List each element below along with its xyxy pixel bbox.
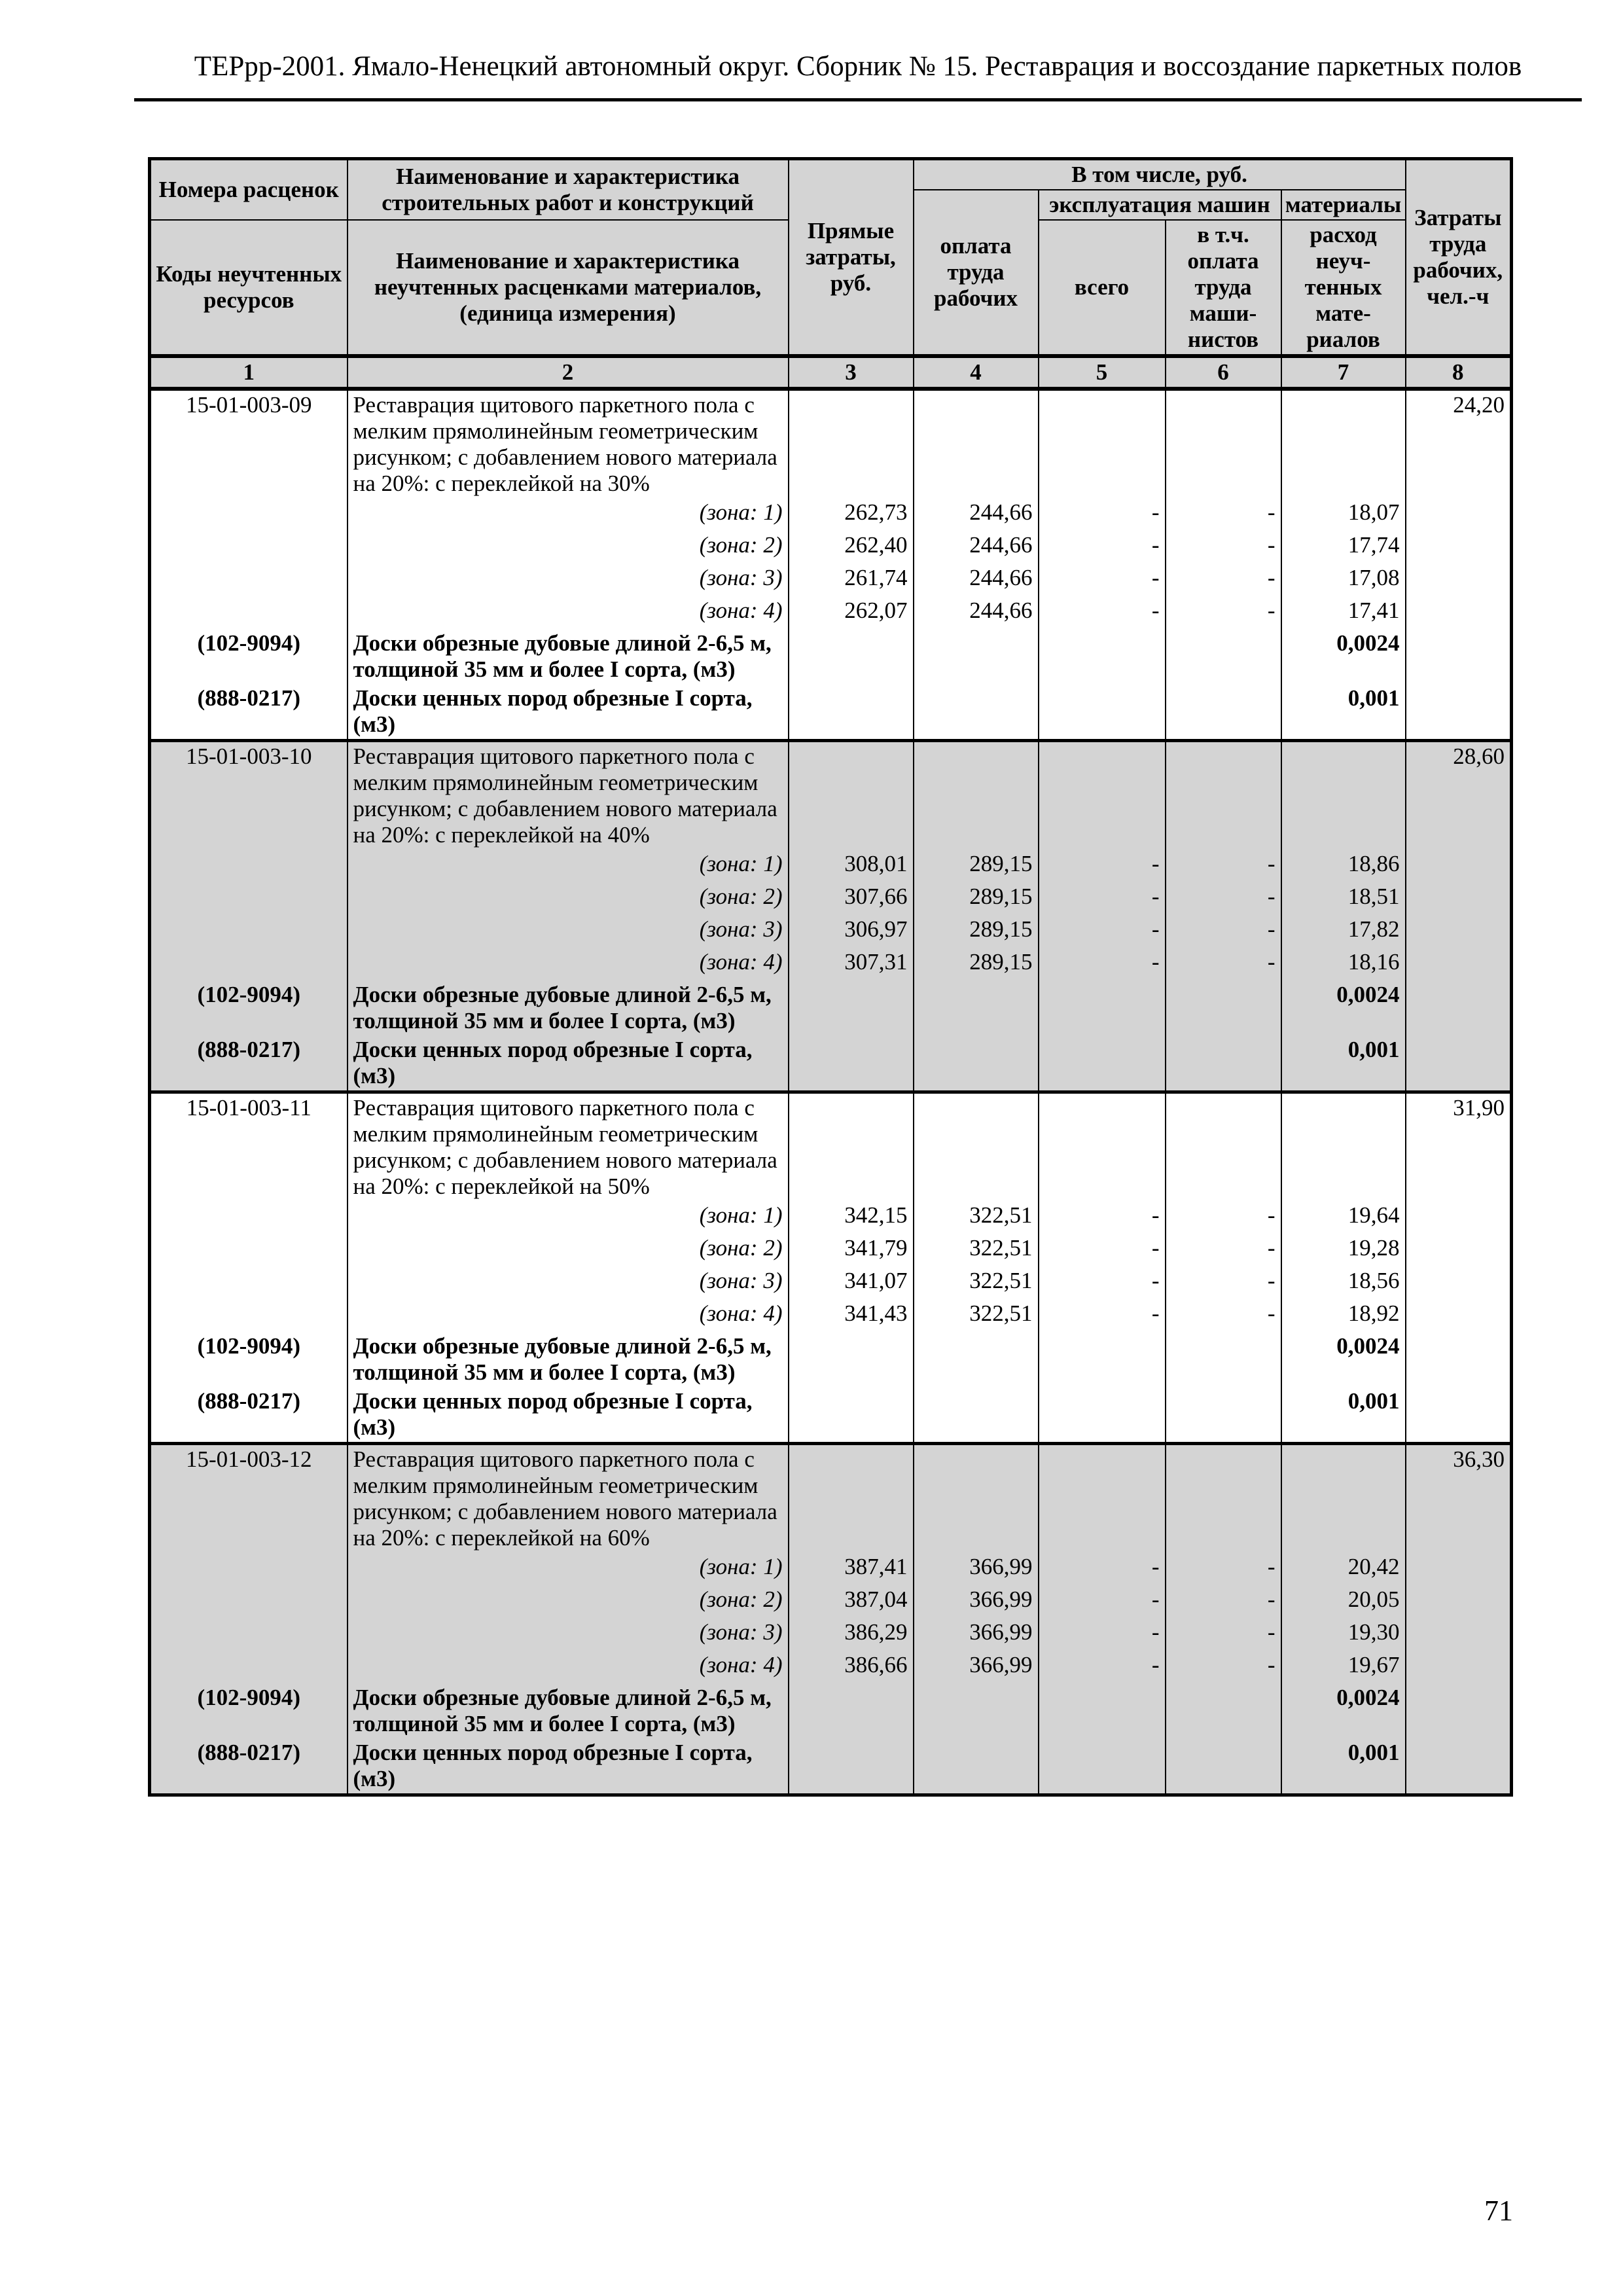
material-code: (888-0217) <box>150 1387 348 1444</box>
empty-cell <box>150 1234 348 1266</box>
empty-cell <box>789 980 914 1035</box>
materials-value: 20,05 <box>1281 1585 1406 1618</box>
empty-cell <box>1406 498 1512 531</box>
machinists-wages-value: - <box>1166 1552 1281 1585</box>
empty-cell <box>1406 850 1512 882</box>
zone-row <box>150 1552 1512 1585</box>
header-including: В том числе, руб. <box>914 159 1406 190</box>
wages-value: 366,99 <box>914 1651 1039 1683</box>
empty-cell <box>150 882 348 915</box>
empty-cell <box>1406 1266 1512 1299</box>
machinists-wages-value: - <box>1166 882 1281 915</box>
direct-costs-value: 386,66 <box>789 1651 914 1683</box>
materials-value: 18,07 <box>1281 498 1406 531</box>
zone-label: (зона: 4) <box>348 596 789 629</box>
header-workers-wages: оплата труда рабочих <box>914 190 1039 356</box>
empty-cell <box>789 389 914 498</box>
empty-cell <box>1039 1683 1166 1738</box>
material-consumption: 0,001 <box>1281 684 1406 741</box>
empty-cell <box>789 684 914 741</box>
zone-row <box>150 850 1512 882</box>
material-name: Доски ценных пород обрезные I сорта, (м3) <box>348 1035 789 1092</box>
direct-costs-value: 341,43 <box>789 1299 914 1332</box>
empty-cell <box>914 980 1039 1035</box>
machinists-wages-value: - <box>1166 1266 1281 1299</box>
empty-cell <box>150 915 348 948</box>
empty-cell <box>1406 629 1512 684</box>
col-number: 2 <box>348 356 789 389</box>
empty-cell <box>1406 531 1512 564</box>
header-row-1 <box>150 159 1512 190</box>
material-code: (888-0217) <box>150 1035 348 1092</box>
rate-title-row <box>150 741 1512 850</box>
rate-block <box>150 389 1512 741</box>
empty-cell <box>150 1618 348 1651</box>
zone-row <box>150 882 1512 915</box>
header-resource-codes: Коды неучтенных ресурсов <box>150 220 348 356</box>
empty-cell <box>1039 629 1166 684</box>
materials-value: 19,30 <box>1281 1618 1406 1651</box>
machines-total-value: - <box>1039 850 1166 882</box>
material-consumption: 0,0024 <box>1281 980 1406 1035</box>
wages-value: 244,66 <box>914 531 1039 564</box>
wages-value: 366,99 <box>914 1585 1039 1618</box>
empty-cell <box>789 1332 914 1387</box>
wages-value: 289,15 <box>914 915 1039 948</box>
empty-cell <box>1406 882 1512 915</box>
zone-label: (зона: 4) <box>348 1651 789 1683</box>
material-name: Доски ценных пород обрезные I сорта, (м3) <box>348 1738 789 1795</box>
material-consumption: 0,0024 <box>1281 629 1406 684</box>
material-row <box>150 980 1512 1035</box>
machines-total-value: - <box>1039 948 1166 980</box>
header-materials-name: Наименование и характеристика неучтенных расценками материалов, (единица измерения) <box>348 220 789 356</box>
empty-cell <box>1281 1444 1406 1553</box>
zone-label: (зона: 3) <box>348 564 789 596</box>
materials-value: 17,74 <box>1281 531 1406 564</box>
empty-cell <box>1406 1552 1512 1585</box>
wages-value: 244,66 <box>914 498 1039 531</box>
rate-code: 15-01-003-09 <box>150 389 348 498</box>
empty-cell <box>789 1035 914 1092</box>
labor-hours-value: 31,90 <box>1406 1092 1512 1202</box>
wages-value: 322,51 <box>914 1266 1039 1299</box>
empty-cell <box>1406 1299 1512 1332</box>
header-total: всего <box>1039 220 1166 356</box>
empty-cell <box>1166 1332 1281 1387</box>
header-machines-operation: эксплуатация машин <box>1039 190 1281 220</box>
zone-label: (зона: 2) <box>348 531 789 564</box>
empty-cell <box>1406 1683 1512 1738</box>
material-consumption: 0,0024 <box>1281 1332 1406 1387</box>
empty-cell <box>914 1444 1039 1553</box>
col-number: 8 <box>1406 356 1512 389</box>
col-number: 3 <box>789 356 914 389</box>
machinists-wages-value: - <box>1166 596 1281 629</box>
direct-costs-value: 306,97 <box>789 915 914 948</box>
machinists-wages-value: - <box>1166 564 1281 596</box>
zone-label: (зона: 2) <box>348 882 789 915</box>
machinists-wages-value: - <box>1166 948 1281 980</box>
material-consumption: 0,0024 <box>1281 1683 1406 1738</box>
empty-cell <box>1039 741 1166 850</box>
wages-value: 322,51 <box>914 1299 1039 1332</box>
empty-cell <box>1039 1738 1166 1795</box>
empty-cell <box>1406 684 1512 741</box>
zone-row <box>150 948 1512 980</box>
col-number: 7 <box>1281 356 1406 389</box>
empty-cell <box>1166 1092 1281 1202</box>
header-direct-costs: Прямые затраты, руб. <box>789 159 914 357</box>
materials-value: 19,64 <box>1281 1201 1406 1234</box>
direct-costs-value: 387,04 <box>789 1585 914 1618</box>
direct-costs-value: 342,15 <box>789 1201 914 1234</box>
zone-row <box>150 915 1512 948</box>
empty-cell <box>914 1332 1039 1387</box>
empty-cell <box>150 1585 348 1618</box>
material-row <box>150 1332 1512 1387</box>
machines-total-value: - <box>1039 1651 1166 1683</box>
empty-cell <box>1406 915 1512 948</box>
header-labor-costs: Затраты труда рабочих, чел.-ч <box>1406 159 1512 357</box>
header-materials-consumption: расход неуч-тенных мате-риалов <box>1281 220 1406 356</box>
wages-value: 322,51 <box>914 1201 1039 1234</box>
empty-cell <box>150 1201 348 1234</box>
material-consumption: 0,001 <box>1281 1387 1406 1444</box>
empty-cell <box>150 596 348 629</box>
empty-cell <box>1406 1234 1512 1266</box>
zone-label: (зона: 3) <box>348 1618 789 1651</box>
direct-costs-value: 262,73 <box>789 498 914 531</box>
materials-value: 18,86 <box>1281 850 1406 882</box>
empty-cell <box>914 684 1039 741</box>
zone-label: (зона: 4) <box>348 948 789 980</box>
empty-cell <box>150 531 348 564</box>
materials-value: 17,41 <box>1281 596 1406 629</box>
machines-total-value: - <box>1039 1299 1166 1332</box>
empty-cell <box>789 1092 914 1202</box>
empty-cell <box>1039 1092 1166 1202</box>
empty-cell <box>1406 948 1512 980</box>
machines-total-value: - <box>1039 1618 1166 1651</box>
empty-cell <box>1406 596 1512 629</box>
labor-hours-value: 24,20 <box>1406 389 1512 498</box>
empty-cell <box>1281 741 1406 850</box>
materials-value: 20,42 <box>1281 1552 1406 1585</box>
wages-value: 366,99 <box>914 1552 1039 1585</box>
material-row <box>150 684 1512 741</box>
material-consumption: 0,001 <box>1281 1738 1406 1795</box>
wages-value: 289,15 <box>914 948 1039 980</box>
zone-label: (зона: 1) <box>348 498 789 531</box>
zone-row <box>150 564 1512 596</box>
wages-value: 322,51 <box>914 1234 1039 1266</box>
machinists-wages-value: - <box>1166 1585 1281 1618</box>
col-number: 4 <box>914 356 1039 389</box>
empty-cell <box>1406 1585 1512 1618</box>
empty-cell <box>1039 980 1166 1035</box>
zone-label: (зона: 3) <box>348 1266 789 1299</box>
empty-cell <box>1406 1332 1512 1387</box>
direct-costs-value: 262,40 <box>789 531 914 564</box>
machinists-wages-value: - <box>1166 498 1281 531</box>
material-row <box>150 1387 1512 1444</box>
material-name: Доски ценных пород обрезные I сорта, (м3) <box>348 684 789 741</box>
rate-title-row <box>150 1092 1512 1202</box>
empty-cell <box>1281 389 1406 498</box>
material-consumption: 0,001 <box>1281 1035 1406 1092</box>
empty-cell <box>789 741 914 850</box>
direct-costs-value: 387,41 <box>789 1552 914 1585</box>
empty-cell <box>789 1444 914 1553</box>
machines-total-value: - <box>1039 1585 1166 1618</box>
empty-cell <box>1406 1035 1512 1092</box>
material-code: (102-9094) <box>150 1332 348 1387</box>
machines-total-value: - <box>1039 1234 1166 1266</box>
machines-total-value: - <box>1039 915 1166 948</box>
zone-row <box>150 531 1512 564</box>
empty-cell <box>1406 1201 1512 1234</box>
material-name: Доски ценных пород обрезные I сорта, (м3) <box>348 1387 789 1444</box>
empty-cell <box>1039 1332 1166 1387</box>
zone-label: (зона: 2) <box>348 1234 789 1266</box>
zone-label: (зона: 1) <box>348 1201 789 1234</box>
materials-value: 19,28 <box>1281 1234 1406 1266</box>
empty-cell <box>914 1092 1039 1202</box>
rate-description: Реставрация щитового паркетного пола с мелким прямолинейным геометрическим рисунком; с добавлением нового материала на 20%: с переклейкой на 40% <box>348 741 789 850</box>
empty-cell <box>914 1387 1039 1444</box>
empty-cell <box>1039 1035 1166 1092</box>
material-code: (888-0217) <box>150 684 348 741</box>
empty-cell <box>150 948 348 980</box>
col-number: 5 <box>1039 356 1166 389</box>
empty-cell <box>1166 1683 1281 1738</box>
wages-value: 244,66 <box>914 564 1039 596</box>
zone-label: (зона: 4) <box>348 1299 789 1332</box>
labor-hours-value: 36,30 <box>1406 1444 1512 1553</box>
materials-value: 19,67 <box>1281 1651 1406 1683</box>
empty-cell <box>1281 1092 1406 1202</box>
machinists-wages-value: - <box>1166 1618 1281 1651</box>
empty-cell <box>914 741 1039 850</box>
labor-hours-value: 28,60 <box>1406 741 1512 850</box>
materials-value: 18,51 <box>1281 882 1406 915</box>
rate-code: 15-01-003-12 <box>150 1444 348 1553</box>
empty-cell <box>1406 1618 1512 1651</box>
empty-cell <box>150 850 348 882</box>
materials-value: 18,16 <box>1281 948 1406 980</box>
machinists-wages-value: - <box>1166 1201 1281 1234</box>
header-materials: материалы <box>1281 190 1406 220</box>
empty-cell <box>1166 629 1281 684</box>
material-name: Доски обрезные дубовые длиной 2-6,5 м, толщиной 35 мм и более I сорта, (м3) <box>348 629 789 684</box>
header-machinists-wages: в т.ч. оплата труда маши-нистов <box>1166 220 1281 356</box>
empty-cell <box>1039 389 1166 498</box>
empty-cell <box>914 1683 1039 1738</box>
zone-row <box>150 1618 1512 1651</box>
col-number: 6 <box>1166 356 1281 389</box>
empty-cell <box>1166 741 1281 850</box>
empty-cell <box>914 1738 1039 1795</box>
material-row <box>150 1683 1512 1738</box>
zone-label: (зона: 1) <box>348 850 789 882</box>
empty-cell <box>789 1683 914 1738</box>
empty-cell <box>1039 684 1166 741</box>
machinists-wages-value: - <box>1166 850 1281 882</box>
empty-cell <box>789 1738 914 1795</box>
col-number: 1 <box>150 356 348 389</box>
direct-costs-value: 261,74 <box>789 564 914 596</box>
zone-row <box>150 1266 1512 1299</box>
empty-cell <box>914 389 1039 498</box>
empty-cell <box>914 1035 1039 1092</box>
header-work-name: Наименование и характеристика строительных работ и конструкций <box>348 159 789 221</box>
zone-label: (зона: 3) <box>348 915 789 948</box>
material-name: Доски обрезные дубовые длиной 2-6,5 м, толщиной 35 мм и более I сорта, (м3) <box>348 980 789 1035</box>
empty-cell <box>1166 389 1281 498</box>
material-name: Доски обрезные дубовые длиной 2-6,5 м, толщиной 35 мм и более I сорта, (м3) <box>348 1332 789 1387</box>
empty-cell <box>150 1299 348 1332</box>
machines-total-value: - <box>1039 596 1166 629</box>
rates-table <box>148 157 1513 1797</box>
machinists-wages-value: - <box>1166 531 1281 564</box>
header-rate-numbers: Номера расценок <box>150 159 348 221</box>
direct-costs-value: 262,07 <box>789 596 914 629</box>
material-row <box>150 1035 1512 1092</box>
machines-total-value: - <box>1039 1552 1166 1585</box>
empty-cell <box>1166 1035 1281 1092</box>
rate-block <box>150 741 1512 1092</box>
empty-cell <box>150 498 348 531</box>
rate-title-row <box>150 389 1512 498</box>
empty-cell <box>150 1266 348 1299</box>
materials-value: 18,92 <box>1281 1299 1406 1332</box>
zone-row <box>150 1585 1512 1618</box>
zone-row <box>150 1234 1512 1266</box>
direct-costs-value: 386,29 <box>789 1618 914 1651</box>
empty-cell <box>1406 1387 1512 1444</box>
machinists-wages-value: - <box>1166 1234 1281 1266</box>
zone-label: (зона: 2) <box>348 1585 789 1618</box>
wages-value: 366,99 <box>914 1618 1039 1651</box>
zone-row <box>150 596 1512 629</box>
material-code: (888-0217) <box>150 1738 348 1795</box>
rate-code: 15-01-003-11 <box>150 1092 348 1202</box>
material-code: (102-9094) <box>150 980 348 1035</box>
machines-total-value: - <box>1039 1201 1166 1234</box>
rate-code: 15-01-003-10 <box>150 741 348 850</box>
direct-costs-value: 308,01 <box>789 850 914 882</box>
direct-costs-value: 307,31 <box>789 948 914 980</box>
page-number: 71 <box>1484 2195 1513 2227</box>
zone-label: (зона: 1) <box>348 1552 789 1585</box>
machines-total-value: - <box>1039 531 1166 564</box>
rate-block <box>150 1092 1512 1444</box>
empty-cell <box>1406 980 1512 1035</box>
machinists-wages-value: - <box>1166 915 1281 948</box>
table-header <box>150 159 1512 389</box>
empty-cell <box>1039 1387 1166 1444</box>
empty-cell <box>1166 684 1281 741</box>
material-code: (102-9094) <box>150 1683 348 1738</box>
page-title: ТЕРрр-2001. Ямало-Ненецкий автономный округ. Сборник № 15. Реставрация и воссоздание паркетных полов <box>134 50 1582 101</box>
empty-cell <box>1406 1738 1512 1795</box>
empty-cell <box>1166 1738 1281 1795</box>
zone-row <box>150 1651 1512 1683</box>
empty-cell <box>1039 1444 1166 1553</box>
empty-cell <box>914 629 1039 684</box>
empty-cell <box>789 1387 914 1444</box>
rate-description: Реставрация щитового паркетного пола с мелким прямолинейным геометрическим рисунком; с добавлением нового материала на 20%: с переклейкой на 60% <box>348 1444 789 1553</box>
machinists-wages-value: - <box>1166 1299 1281 1332</box>
material-row <box>150 629 1512 684</box>
empty-cell <box>1166 980 1281 1035</box>
empty-cell <box>150 1552 348 1585</box>
material-code: (102-9094) <box>150 629 348 684</box>
empty-cell <box>1406 1651 1512 1683</box>
materials-value: 17,08 <box>1281 564 1406 596</box>
empty-cell <box>150 1651 348 1683</box>
zone-row <box>150 498 1512 531</box>
direct-costs-value: 341,07 <box>789 1266 914 1299</box>
material-row <box>150 1738 1512 1795</box>
machines-total-value: - <box>1039 882 1166 915</box>
material-name: Доски обрезные дубовые длиной 2-6,5 м, толщиной 35 мм и более I сорта, (м3) <box>348 1683 789 1738</box>
direct-costs-value: 307,66 <box>789 882 914 915</box>
empty-cell <box>1166 1444 1281 1553</box>
machines-total-value: - <box>1039 564 1166 596</box>
rate-description: Реставрация щитового паркетного пола с мелким прямолинейным геометрическим рисунком; с добавлением нового материала на 20%: с переклейкой на 30% <box>348 389 789 498</box>
column-numbers-row <box>150 356 1512 389</box>
empty-cell <box>1406 564 1512 596</box>
wages-value: 244,66 <box>914 596 1039 629</box>
wages-value: 289,15 <box>914 882 1039 915</box>
rate-title-row <box>150 1444 1512 1553</box>
empty-cell <box>150 564 348 596</box>
empty-cell <box>1166 1387 1281 1444</box>
rate-block <box>150 1444 1512 1795</box>
machines-total-value: - <box>1039 498 1166 531</box>
empty-cell <box>789 629 914 684</box>
rate-description: Реставрация щитового паркетного пола с мелким прямолинейным геометрическим рисунком; с добавлением нового материала на 20%: с переклейкой на 50% <box>348 1092 789 1202</box>
materials-value: 18,56 <box>1281 1266 1406 1299</box>
machines-total-value: - <box>1039 1266 1166 1299</box>
zone-row <box>150 1201 1512 1234</box>
direct-costs-value: 341,79 <box>789 1234 914 1266</box>
machinists-wages-value: - <box>1166 1651 1281 1683</box>
wages-value: 289,15 <box>914 850 1039 882</box>
zone-row <box>150 1299 1512 1332</box>
materials-value: 17,82 <box>1281 915 1406 948</box>
